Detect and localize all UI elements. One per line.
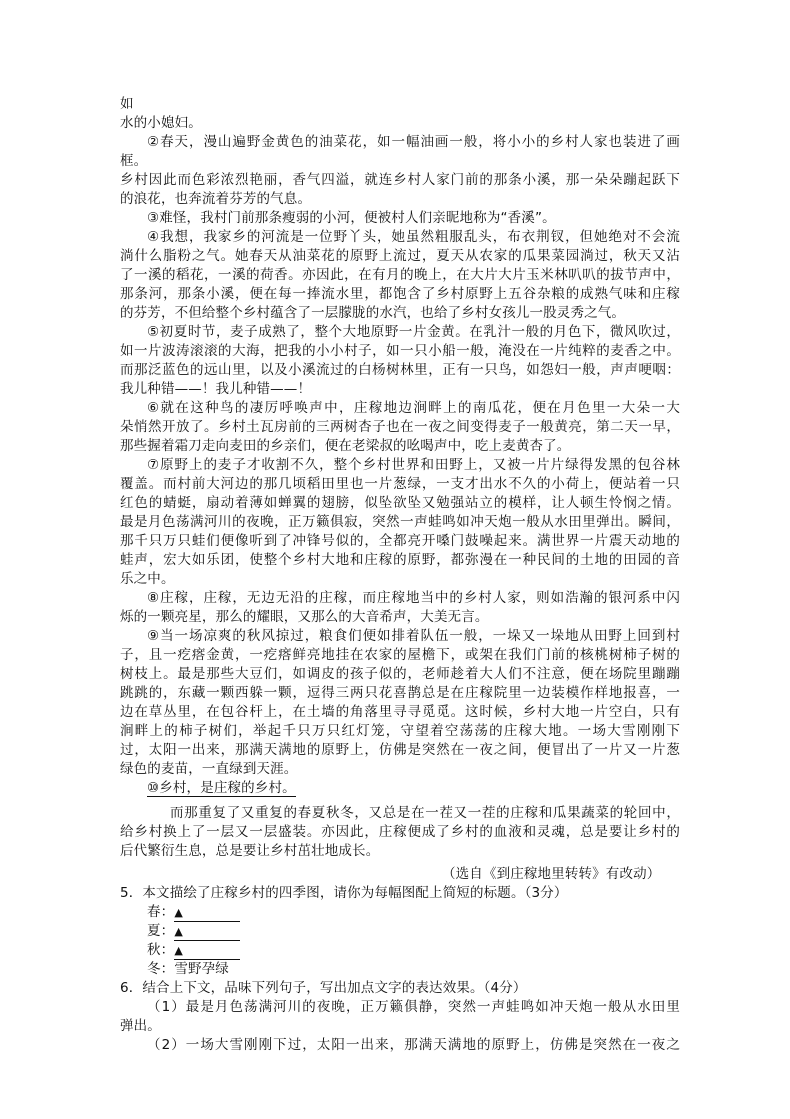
passage-line: 乡村因此而色彩浓烈艳丽，香气四溢，就连乡村人家门前的那条小溪，那一朵朵蹦起跃下 xyxy=(120,172,680,188)
passage-line: 了一溪的稻花，一溪的荷香。亦因此，在有月的晚上，在大片大片玉米林叭叭的拔节声中， xyxy=(120,267,680,283)
season-label: 秋： xyxy=(147,942,175,958)
question-6-sentence-1: （1）最是月色荡满河川的夜晚，正万籁俱静，突然一声蛙鸣如冲天炮一般从水田里 xyxy=(147,999,680,1015)
passage-line: 最是月色荡满河川的夜晚，正万籁俱寂，突然一声蛙鸣如冲天炮一般从水田里弹出。瞬间， xyxy=(120,514,680,530)
passage-line: 淌什么脂粉之气。她春天从油菜花的原野上流过，夏天从农家的瓜果菜园淌过，秋天又沾 xyxy=(120,248,680,264)
passage-line: 边在草丛里，在包谷杆上，在土墙的角落里寻寻觅觅。这时候，乡村大地一片空白，只有 xyxy=(120,704,680,720)
passage-line: 的芬芳，不但给整个乡村蕴含了一层朦胧的水汽，也给了乡村女孩儿一股灵秀之气。 xyxy=(120,305,626,321)
passage-closing-line: 而那重复了又重复的春夏秋冬，又总是在一茬又一茬的庄稼和瓜果蔬菜的轮回中， xyxy=(170,805,680,821)
passage-line: 我儿种错——！我儿种错——！ xyxy=(120,381,312,397)
question-5-stem: 5．本文描绘了庄稼乡村的四季图，请你为每幅图配上简短的标题。（3分） xyxy=(120,885,568,901)
passage-line: 绿色的麦苗，一直绿到天涯。 xyxy=(120,761,298,777)
passage-line: 水的小媳妇。 xyxy=(120,115,202,131)
passage-paragraph-8: ⑧庄稼，庄稼，无边无沿的庄稼，而庄稼地当中的乡村人家，则如浩瀚的银河系中闪 xyxy=(147,590,680,606)
season-label: 春： xyxy=(147,904,175,920)
passage-line: 烁的一颗亮星，那么的耀眼，又那么的大音希声，大美无言。 xyxy=(120,609,489,625)
passage-paragraph-7: ⑦原野上的麦子才收割不久，整个乡村世界和田野上，又被一片片绿得发黑的包谷林 xyxy=(147,457,680,473)
passage-line: 那些握着霜刀走向麦田的乡亲们，便在老梁叔的吆喝声中，吃上麦黄杏了。 xyxy=(120,438,571,454)
passage-line: 跳跳的，东藏一颗西躲一颗，逗得三两只花喜鹊总是在庄稼院里一边装模作样地报喜，一 xyxy=(120,685,680,701)
passage-line: 后代繁衍生息，总是要让乡村茁壮地成长。 xyxy=(120,843,380,859)
passage-line: 如一片波涛滚滚的大海，把我的小小村子，如一只小船一般，淹没在一片纯粹的麦香之中。 xyxy=(120,343,680,359)
winter-answer: 雪野孕绿 xyxy=(174,961,229,977)
question-6-sentence-1-cont: 弹出。 xyxy=(120,1018,161,1034)
passage-line: 如 xyxy=(120,96,134,112)
passage-line: 覆盖。而村前大河边的那几顷稻田里也一片葱绿，一支才出水不久的小荷上，便站着一只 xyxy=(120,476,680,492)
passage-line: 子，且一疙瘩金黄，一疙瘩鲜亮地挂在农家的屋檐下，或架在我们门前的核桃树柿子树的 xyxy=(120,647,680,663)
passage-line: 蛙声，宏大如乐团，使整个乡村大地和庄稼的原野，都弥漫在一种民间的土地的田园的音 xyxy=(120,552,680,568)
passage-line: 树枝上。最是那些大豆们，如调皮的孩子似的，老师趁着大人们不注意，便在场院里蹦蹦 xyxy=(120,666,680,682)
passage-paragraph-6: ⑥就在这种鸟的凄厉呼唤声中，庄稼地边涧畔上的南瓜花，便在月色里一大朵一大 xyxy=(147,400,680,416)
passage-line: 红色的蜻蜓，扇动着薄如蝉翼的翅膀，似坠欲坠又勉强站立的模样，让人顿生怜悯之情。 xyxy=(120,495,680,511)
passage-paragraph-10 xyxy=(147,779,680,797)
source-note: （选自《到庄稼地里转转》有改动） xyxy=(442,866,661,882)
season-label: 冬： xyxy=(147,961,175,977)
passage-paragraph-9: ⑨当一场凉爽的秋风掠过，粮食们便如排着队伍一般，一垛又一垛地从田野上回到村 xyxy=(147,628,680,644)
question-5-summer xyxy=(147,922,447,941)
question-5-autumn xyxy=(147,941,447,960)
question-6-sentence-2: （2）一场大雪刚刚下过，太阳一出来，那满天满地的原野上，仿佛是突然在一夜之 xyxy=(147,1037,680,1053)
passage-line: 乐之中。 xyxy=(120,571,175,587)
passage-line: 给乡村换上了一层又一层盛装。亦因此，庄稼便成了乡村的血液和灵魂，总是要让乡村的 xyxy=(120,824,680,840)
passage-line: 那千只万只蛙们便像听到了冲锋号似的，全都亮开嗓门鼓噪起来。满世界一片震天动地的 xyxy=(120,533,680,549)
passage-line: 涧畔上的柿子树们，举起千只万只红灯笼，守望着空荡荡的庄稼大地。一场大雪刚刚下 xyxy=(120,723,680,739)
passage-line: 的浪花，也奔流着芬芳的气息。 xyxy=(120,191,312,207)
question-6-stem: 6．结合上下文，品味下列句子，写出加点文字的表达效果。（4分） xyxy=(120,980,527,996)
passage-line: 而那泛蓝色的远山里，以及小溪流过的白杨树林里，正有一只鸟，如怨妇一般，声声哽咽： xyxy=(120,362,680,378)
question-5-winter xyxy=(147,960,447,978)
passage-paragraph-5: ⑤初夏时节，麦子成熟了，整个大地原野一片金黄。在乳汁一般的月色下，微风吹过， xyxy=(147,324,680,340)
passage-line: 那条河，那条小溪，便在每一捧流水里，都饱含了乡村原野上五谷杂粮的成熟气味和庄稼 xyxy=(120,286,680,302)
passage-line: 过，太阳一出来，那满天满地的原野上，仿佛是突然在一夜之间，便冒出了一片又一片葱 xyxy=(120,742,680,758)
passage-line: 框。 xyxy=(120,153,148,169)
question-5-spring xyxy=(147,903,447,922)
season-label: 夏： xyxy=(147,923,175,939)
answer-blank[interactable]: ▲ xyxy=(174,905,240,922)
passage-line: 朵悄然开放了。乡村土瓦房前的三两树杏子也在一夜之间变得麦子一般黄亮，第二天一早， xyxy=(120,419,680,435)
answer-blank[interactable]: ▲ xyxy=(174,924,240,941)
underlined-sentence: ⑩乡村，是庄稼的乡村。 xyxy=(147,780,296,796)
answer-blank[interactable]: ▲ xyxy=(174,943,240,960)
passage-paragraph-2: ②春天，漫山遍野金黄色的油菜花，如一幅油画一般，将小小的乡村人家也装进了画 xyxy=(147,134,680,150)
passage-paragraph-3: ③难怪，我村门前那条瘦弱的小河，便被村人们亲昵地称为“香溪”。 xyxy=(147,210,556,226)
passage-paragraph-4: ④我想，我家乡的河流是一位野丫头，她虽然粗服乱头，布衣荆钗，但她绝对不会流 xyxy=(147,229,680,245)
